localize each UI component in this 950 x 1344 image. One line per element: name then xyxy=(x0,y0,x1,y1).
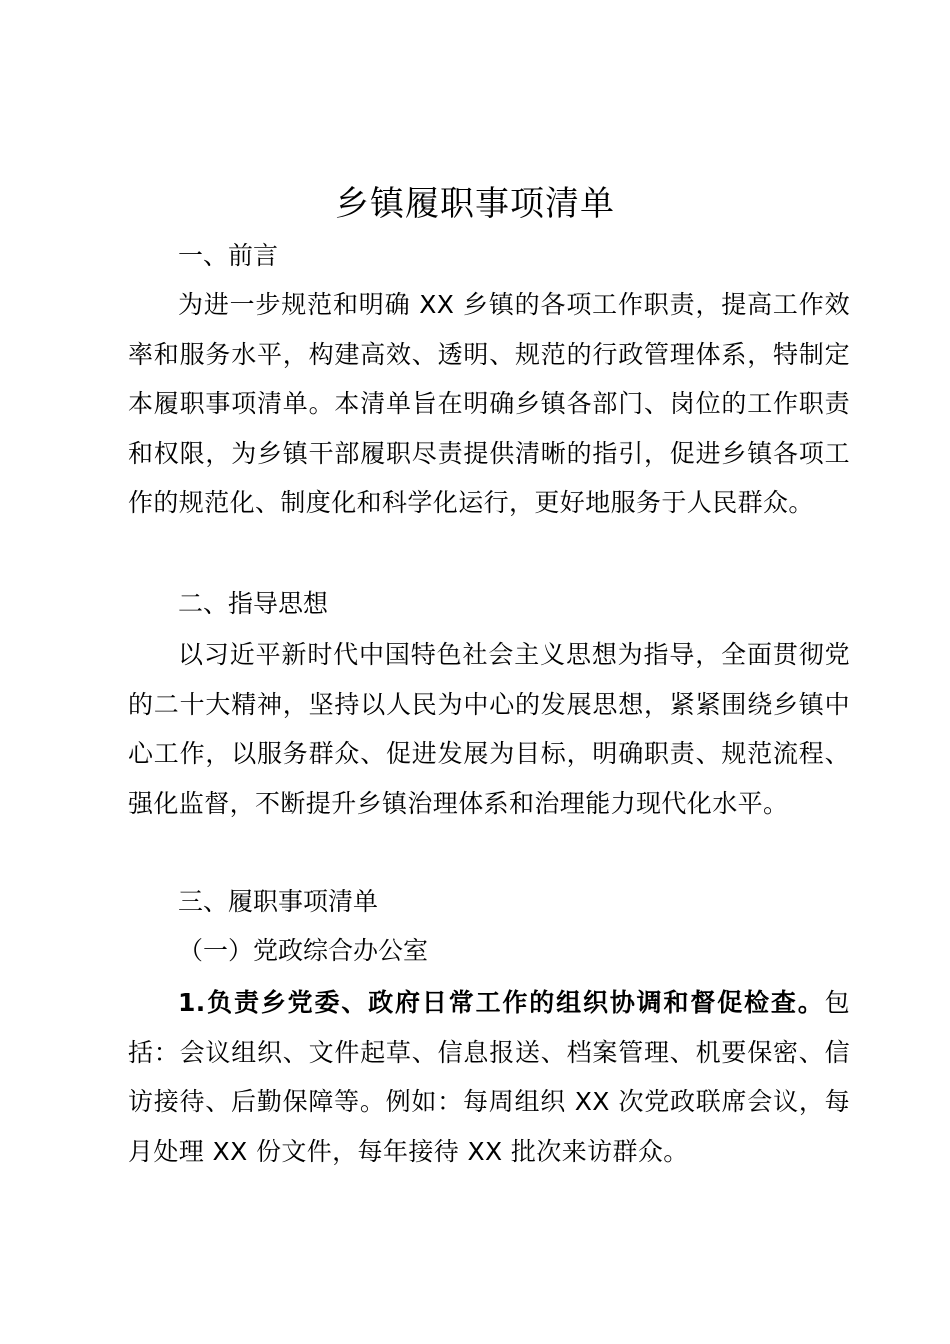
duty-item-1-lead: 1.负责乡党委、政府日常工作的组织协调和督促检查。 xyxy=(178,988,825,1017)
section-heading-guiding-thought: 二、指导思想 xyxy=(178,589,329,618)
duty-item-1-text: 包括：会议组织、文件起草、信息报送、档案管理、机要保密、信访接待、后勤保障等。例如：每周组织 XX 次党政联席会议，每月处理 XX 份文件，每年接待 XX 批次来访群众。 xyxy=(128,988,850,1166)
document-title: 乡镇履职事项清单 xyxy=(335,184,615,224)
subsection-heading-office: （一）党政综合办公室 xyxy=(178,936,429,965)
preface-paragraph: 为进一步规范和明确 XX 乡镇的各项工作职责，提高工作效率和服务水平，构建高效、透明、规范的行政管理体系，特制定本履职事项清单。本清单旨在明确乡镇各部门、岗位的工作职责和权限，为乡镇干部履职尽责提供清晰的指引，促进乡镇各项工作的规范化、制度化和科学化运行，更好地服务于人民群众。 xyxy=(128,290,850,518)
duty-item-1 xyxy=(128,978,850,1176)
guiding-thought-paragraph: 以习近平新时代中国特色社会主义思想为指导，全面贯彻党的二十大精神，坚持以人民为中心的发展思想，紧紧围绕乡镇中心工作，以服务群众、促进发展为目标，明确职责、规范流程、强化监督，不断提升乡镇治理体系和治理能力现代化水平。 xyxy=(128,640,850,818)
section-heading-duty-list: 三、履职事项清单 xyxy=(178,887,379,916)
section-heading-preface: 一、前言 xyxy=(178,241,279,270)
